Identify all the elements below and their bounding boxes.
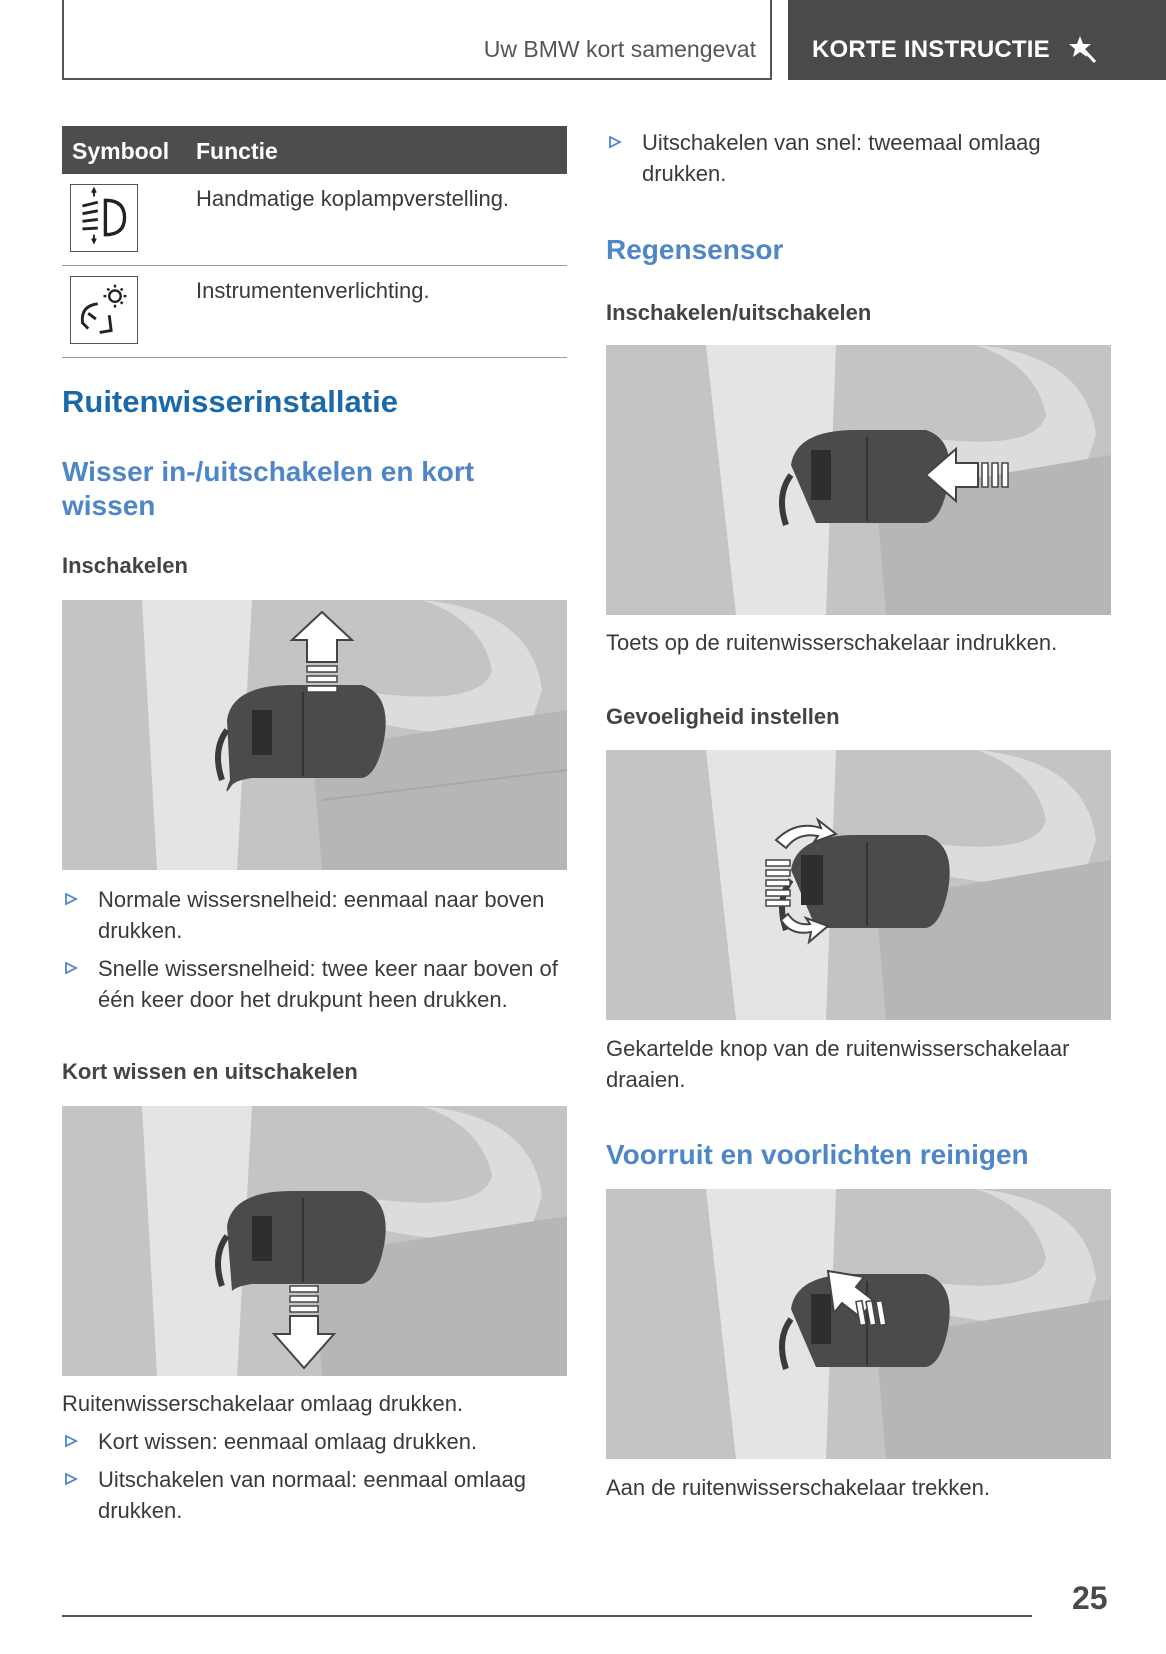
bullet-triangle-icon: [64, 961, 78, 975]
subsection-title: Wisser in-/uitschakelen en kort wissen: [62, 456, 475, 521]
wiper-push-down-illustration: [62, 1106, 567, 1376]
heading-kort-wissen: Kort wissen en uitschakelen: [62, 1059, 358, 1084]
section-title: Ruitenwisserinstallatie: [62, 384, 398, 419]
section-title-regensensor: Regensensor: [606, 234, 784, 265]
caption: Gekartelde knop van de ruitenwisserschakelaar draaien.: [606, 1036, 1070, 1092]
function-text: Handmatige koplampverstelling.: [196, 186, 510, 211]
wiper-rotate-knob-illustration: [606, 750, 1111, 1020]
bullet-triangle-icon: [64, 892, 78, 906]
section-tab: [788, 0, 1166, 80]
list-item: [62, 953, 567, 1015]
wiper-push-up-illustration: [62, 600, 567, 870]
list-item-text: Uitschakelen van normaal: eenmaal omlaag drukken.: [98, 1467, 527, 1523]
footer-divider: [62, 1615, 1032, 1617]
headlamp-range-icon: [70, 184, 138, 252]
wiper-press-button-illustration: [606, 345, 1111, 615]
caption: Aan de ruitenwisserschakelaar trekken.: [606, 1475, 990, 1500]
heading-gevoeligheid: Gevoeligheid instellen: [606, 704, 840, 729]
list-item: [62, 884, 567, 946]
paragraph: Ruitenwisserschakelaar omlaag drukken.: [62, 1391, 464, 1416]
function-text: Instrumentenverlichting.: [196, 278, 430, 303]
list-item-text: Uitschakelen van snel: tweemaal omlaag drukken.: [642, 130, 1041, 186]
heading-inschakelen: Inschakelen: [62, 553, 188, 578]
table-row: [62, 266, 567, 358]
instrument-lighting-icon: [70, 276, 138, 344]
list-item-text: Kort wissen: eenmaal omlaag drukken.: [98, 1429, 478, 1454]
list-item: [62, 1426, 567, 1457]
wiper-pull-illustration: [606, 1189, 1111, 1459]
list-item: [62, 1464, 567, 1526]
pin-star-icon: [1068, 34, 1098, 64]
symbol-table: [62, 126, 567, 358]
list-item-text: Normale wissersnelheid: eenmaal naar boven drukken.: [98, 887, 545, 943]
bullet-triangle-icon: [64, 1434, 78, 1448]
column-header-function: Functie: [196, 138, 278, 164]
table-row: [62, 174, 567, 266]
heading-in-uitschakelen: Inschakelen/uitschakelen: [606, 300, 872, 325]
table-header: [62, 126, 567, 174]
caption: Toets op de ruitenwisserschakelaar indrukken.: [606, 630, 1058, 655]
page-number: 25: [1072, 1580, 1108, 1616]
bullet-triangle-icon: [64, 1472, 78, 1486]
column-header-symbol: Symbool: [72, 138, 170, 164]
header-subtitle: Uw BMW kort samengevat: [483, 36, 756, 62]
page-header: [62, 0, 772, 80]
list-item: [606, 127, 1106, 189]
bullet-triangle-icon: [608, 135, 622, 149]
section-tab-label: KORTE INSTRUCTIE: [812, 36, 1050, 63]
section-title-reinigen: Voorruit en voorlichten reinigen: [606, 1139, 1029, 1170]
list-item-text: Snelle wissersnelheid: twee keer naar boven of één keer door het drukpunt heen drukken.: [98, 956, 558, 1012]
